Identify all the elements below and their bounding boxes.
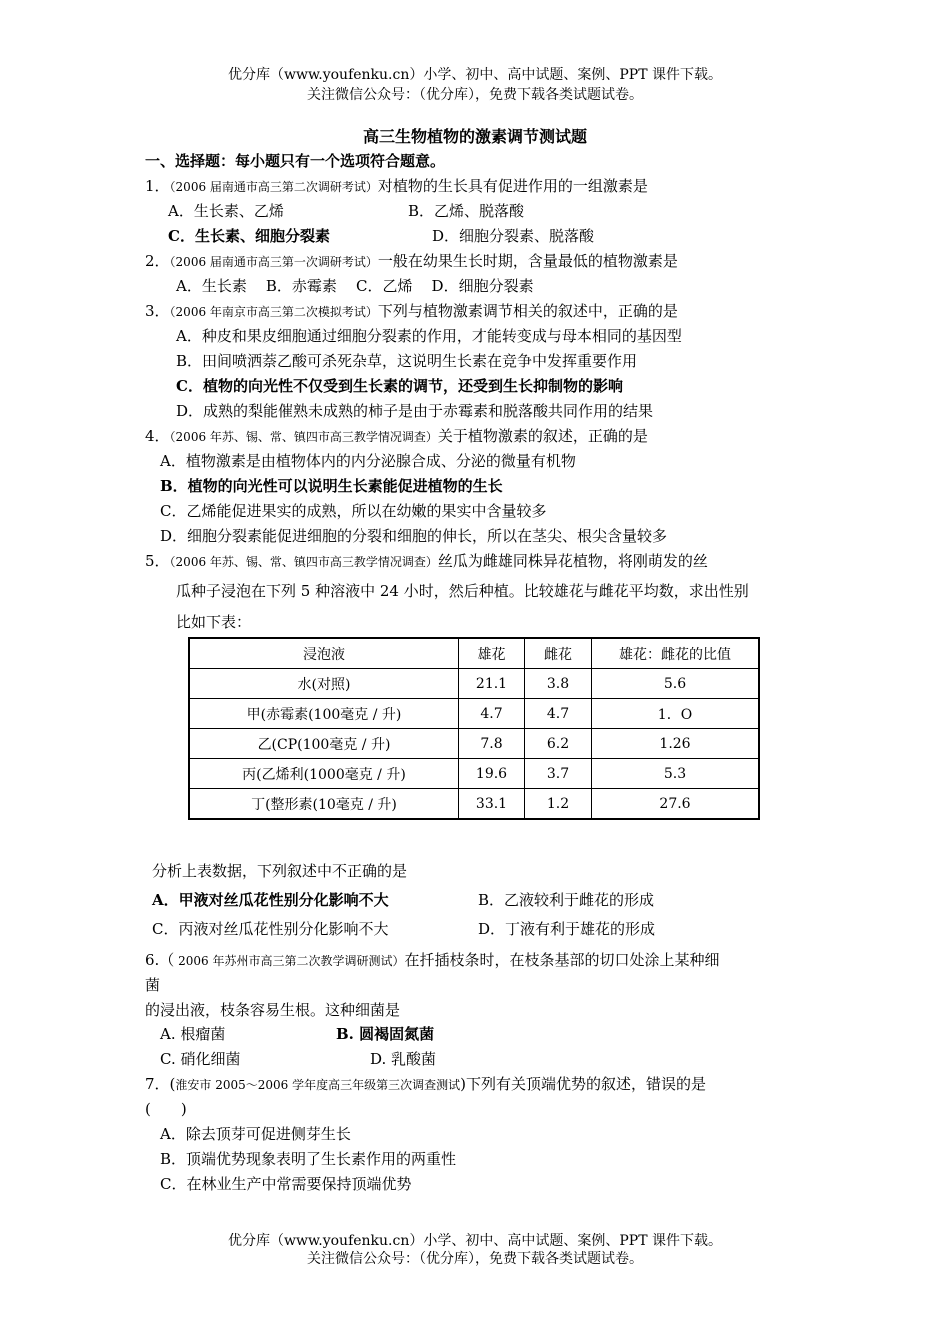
q5-option-c: C．丙液对丝瓜花性别分化影响不大 [152,920,389,938]
q4-source: （2006 年苏、锡、常、镇四市高三教学情况调查） [169,430,438,444]
q5-source: （2006 年苏、锡、常、镇四市高三教学情况调查） [169,555,438,569]
q6-stem-2: 菌 [145,976,161,994]
table-cell: 乙(CP(100毫克 / 升) [189,729,459,759]
q3-option-a: A．种皮和果皮细胞通过细胞分裂素的作用，才能转变成与母本相同的基因型 [176,327,682,345]
q7-option-c: C．在林业生产中常需要保持顶端优势 [160,1175,412,1193]
question-3 [145,301,678,322]
q3-source: （2006 年南京市高三第二次模拟考试） [169,305,378,319]
q7-number: 7．( [145,1075,176,1093]
table-header-row [189,638,759,669]
q6-source: 2006 年苏州市高三第二次教学调研测试） [174,954,405,968]
section-heading: 一、选择题：每小题只有一个选项符合题意。 [145,152,446,170]
table-cell: 33.1 [459,789,525,820]
q6-option-c: C. 硝化细菌 [160,1050,241,1068]
table-cell: 5.3 [592,759,760,789]
table-header-cell: 雄花：雌花的比值 [592,638,760,669]
table-cell: 1．O [592,699,760,729]
q6-option-b: B. 圆褐固氮菌 [336,1025,435,1043]
q6-number: 6.（ [145,951,175,969]
table-header-cell: 雄花 [459,638,525,669]
q7-source: 淮安市 2005～2006 学年度高三年级第三次调查测试 [175,1078,461,1092]
question-1 [145,176,648,197]
table-cell: 27.6 [592,789,760,820]
table-row [189,759,759,789]
table-cell: 丙(乙烯利(1000毫克 / 升) [189,759,459,789]
q1-option-a: A．生长素、乙烯 [168,202,284,220]
table-cell: 水(对照) [189,669,459,699]
q4-number: 4． [145,427,170,445]
q4-option-a: A．植物激素是由植物体内的内分泌腺合成、分泌的微量有机物 [160,452,576,470]
q4-option-b: B．植物的向光性可以说明生长素能促进植物的生长 [160,477,503,495]
q1-option-c: C．生长素、细胞分裂素 [168,227,330,245]
q6-option-a: A. 根瘤菌 [160,1025,226,1043]
q5-analysis: 分析上表数据，下列叙述中不正确的是 [152,862,408,880]
table-row [189,729,759,759]
question-2 [145,251,678,272]
q5-data-table [188,637,760,820]
footer-line-2: 关注微信公众号：（优分库），免费下载各类试题试卷。 [307,1251,643,1267]
q3-option-d: D．成熟的梨能催熟未成熟的柿子是由于赤霉素和脱落酸共同作用的结果 [176,402,654,420]
footer-line-1: 优分库（www.youfenku.cn）小学、初中、高中试题、案例、PPT 课件下载。 [227,1233,722,1249]
question-5 [145,551,708,572]
table-cell: 7.8 [459,729,525,759]
q2-source: （2006 届南通市高三第一次调研考试） [169,255,378,269]
table-cell: 19.6 [459,759,525,789]
q1-option-d: D．细胞分裂素、脱落酸 [432,227,595,245]
q4-option-c: C．乙烯能促进果实的成熟，所以在幼嫩的果实中含量较多 [160,502,547,520]
q6-option-d: D. 乳酸菌 [370,1050,437,1068]
q2-number: 2． [145,252,170,270]
q4-option-d: D．细胞分裂素能促进细胞的分裂和细胞的伸长，所以在茎尖、根尖含量较多 [160,527,668,545]
table-cell: 丁(整形素(10毫克 / 升) [189,789,459,820]
question-7 [145,1074,706,1095]
table-header-cell: 雌花 [525,638,592,669]
table-cell: 5.6 [592,669,760,699]
q1-number: 1． [145,177,170,195]
q3-option-b: B．田间喷洒萘乙酸可杀死杂草，这说明生长素在竞争中发挥重要作用 [176,352,638,370]
q7-stem: )下列有关顶端优势的叙述，错误的是 [460,1075,706,1093]
table-cell: 1.2 [525,789,592,820]
table-cell: 21.1 [459,669,525,699]
header-line-1: 优分库（www.youfenku.cn）小学、初中、高中试题、案例、PPT 课件下载。 [227,67,722,83]
q5-stem-2: 瓜种子浸泡在下列 5 种溶液中 24 小时，然后种植。比较雄花与雌花平均数，求出性别 [176,582,749,600]
table-cell: 甲(赤霉素(100毫克 / 升) [189,699,459,729]
table-row [189,789,759,820]
header-line-2: 关注微信公众号：（优分库），免费下载各类试题试卷。 [307,87,643,103]
q5-stem-3: 比如下表： [176,613,252,631]
q3-option-c: C．植物的向光性不仅受到生长素的调节，还受到生长抑制物的影响 [176,377,623,395]
q4-stem: 关于植物激素的叙述，正确的是 [437,427,648,445]
q6-stem-1: 在扦插枝条时，在枝条基部的切口处涂上某种细 [404,951,720,969]
table-cell: 1.26 [592,729,760,759]
q5-option-b: B．乙液较利于雌花的形成 [478,891,655,909]
q1-option-b: B．乙烯、脱落酸 [408,202,525,220]
q5-number: 5． [145,552,170,570]
table-cell: 4.7 [459,699,525,729]
page-title: 高三生物植物的激素调节测试题 [362,127,587,146]
q3-stem: 下列与植物激素调节相关的叙述中，正确的是 [377,302,678,320]
q7-answer-paren: ( ) [145,1100,187,1118]
q6-stem-3: 的浸出液，枝条容易生根。这种细菌是 [145,1001,401,1019]
table-cell: 3.8 [525,669,592,699]
question-6 [145,950,720,971]
table-header-cell: 浸泡液 [189,638,459,669]
table-row [189,699,759,729]
q5-stem-1: 丝瓜为雌雄同株异花植物，将刚萌发的丝 [437,552,708,570]
q2-options: A．生长素 B．赤霉素 C．乙烯 D．细胞分裂素 [176,277,534,295]
table-cell: 4.7 [525,699,592,729]
q5-option-d: D．丁液有利于雄花的形成 [478,920,656,938]
q1-source: （2006 届南通市高三第二次调研考试） [169,180,378,194]
table-row [189,669,759,699]
q7-option-b: B．顶端优势现象表明了生长素作用的两重性 [160,1150,457,1168]
question-4 [145,426,648,447]
table-cell: 6.2 [525,729,592,759]
q7-option-a: A．除去顶芽可促进侧芽生长 [160,1125,351,1143]
q3-number: 3． [145,302,170,320]
q5-option-a: A．甲液对丝瓜花性别分化影响不大 [152,891,389,909]
q1-stem: 对植物的生长具有促进作用的一组激素是 [377,177,648,195]
q2-stem: 一般在幼果生长时期，含量最低的植物激素是 [377,252,678,270]
table-cell: 3.7 [525,759,592,789]
